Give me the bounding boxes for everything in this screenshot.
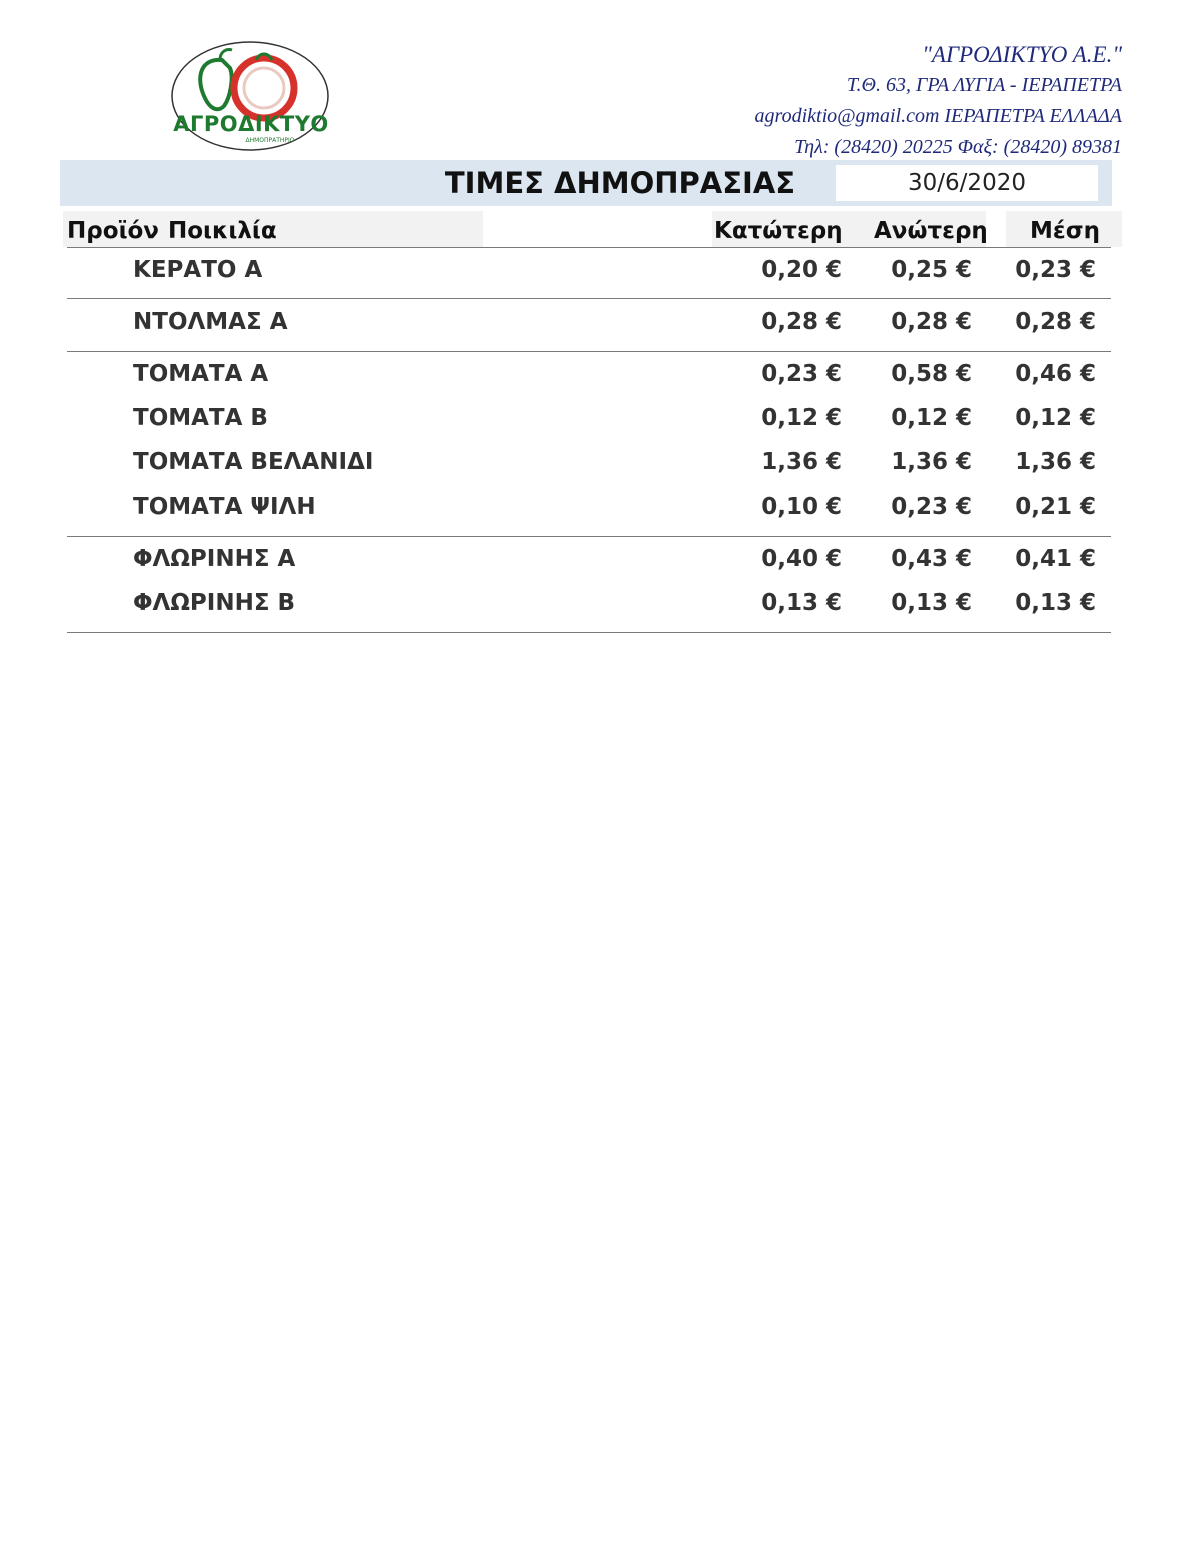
row-high: 0,25 € — [891, 257, 972, 283]
row-avg: 1,36 € — [1015, 449, 1096, 475]
logo-subtext: ΔΗΜΟΠΡΑΤΗΡΙΟ — [245, 137, 295, 144]
row-name: ΤΟΜΑΤΑ Α — [133, 361, 269, 387]
row-name: ΝΤΟΛΜΑΣ Α — [133, 309, 288, 335]
divider — [67, 632, 1111, 633]
row-low: 0,20 € — [761, 257, 842, 283]
row-avg: 0,21 € — [1015, 494, 1096, 520]
column-header-low: Κατώτερη — [714, 218, 843, 244]
column-header-avg: Μέση — [1030, 218, 1100, 244]
row-low: 0,12 € — [761, 405, 842, 431]
row-high: 0,43 € — [891, 546, 972, 572]
row-low: 0,10 € — [761, 494, 842, 520]
table-row — [0, 440, 1200, 484]
row-high: 1,36 € — [891, 449, 972, 475]
row-high: 0,12 € — [891, 405, 972, 431]
row-avg: 0,46 € — [1015, 361, 1096, 387]
company-address: Τ.Θ. 63, ΓΡΑ ΛΥΓΙΑ - ΙΕΡΑΠΕΤΡΑ — [846, 74, 1122, 96]
row-low: 0,28 € — [761, 309, 842, 335]
table-row — [0, 485, 1200, 529]
row-high: 0,58 € — [891, 361, 972, 387]
logo-text: ΑΓΡΟΔΙΚΤΥΟ — [173, 112, 329, 136]
row-avg: 0,13 € — [1015, 590, 1096, 616]
company-logo — [160, 38, 340, 156]
row-low: 0,23 € — [761, 361, 842, 387]
company-phone-line: Τηλ: (28420) 20225 Φαξ: (28420) 89381 — [794, 136, 1122, 158]
row-low: 0,40 € — [761, 546, 842, 572]
table-row — [0, 396, 1200, 440]
row-name: ΦΛΩΡΙΝΗΣ Β — [133, 590, 296, 616]
row-avg: 0,23 € — [1015, 257, 1096, 283]
company-name: "ΑΓΡΟΔΙΚΤΥΟ Α.Ε." — [922, 42, 1122, 67]
row-name: ΤΟΜΑΤΑ Β — [133, 405, 268, 431]
row-high: 0,23 € — [891, 494, 972, 520]
table-row — [0, 248, 1200, 292]
row-name: ΤΟΜΑΤΑ ΨΙΛΗ — [133, 494, 316, 520]
page-title: ΤΙΜΕΣ ΔΗΜΟΠΡΑΣΙΑΣ — [444, 166, 796, 200]
column-header-product: Προϊόν — [67, 218, 159, 244]
column-header-variety: Ποικιλία — [168, 218, 277, 244]
table-row — [0, 581, 1200, 625]
table-row — [0, 537, 1200, 581]
divider — [67, 298, 1111, 299]
table-row — [0, 300, 1200, 344]
row-name: ΚΕΡΑΤΟ Α — [133, 257, 263, 283]
row-name: ΤΟΜΑΤΑ ΒΕΛΑΝΙΔΙ — [133, 449, 374, 475]
row-low: 1,36 € — [761, 449, 842, 475]
title-band — [60, 160, 1112, 206]
row-avg: 0,12 € — [1015, 405, 1096, 431]
company-email-line: agrodiktio@gmail.com ΙΕΡΑΠΕΤΡΑ ΕΛΛΑΔΑ — [754, 105, 1122, 127]
row-high: 0,28 € — [891, 309, 972, 335]
row-low: 0,13 € — [761, 590, 842, 616]
row-name: ΦΛΩΡΙΝΗΣ Α — [133, 546, 296, 572]
auction-date: 30/6/2020 — [836, 165, 1098, 201]
row-avg: 0,41 € — [1015, 546, 1096, 572]
row-avg: 0,28 € — [1015, 309, 1096, 335]
company-info — [755, 40, 1122, 163]
column-header-high: Ανώτερη — [874, 218, 988, 244]
table-row — [0, 352, 1200, 396]
row-high: 0,13 € — [891, 590, 972, 616]
